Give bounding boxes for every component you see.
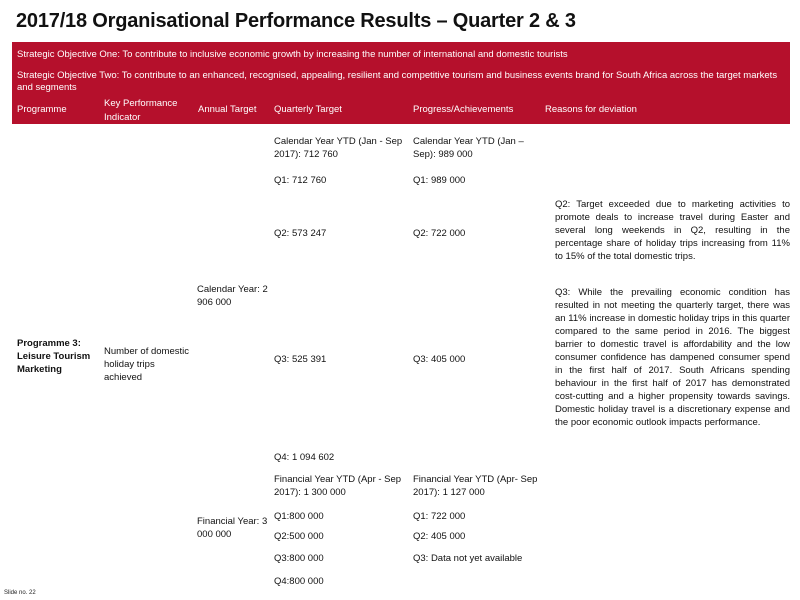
column-annual-target: Annual Target: [198, 104, 257, 115]
column-programme: Programme: [17, 104, 67, 115]
column-quarterly-target: Quarterly Target: [274, 104, 342, 115]
quarterly-q4: Q4: 1 094 602: [274, 452, 335, 463]
progress-q1: Q1: 989 000: [413, 175, 466, 186]
quarterly-fq4: Q4:800 000: [274, 576, 324, 587]
quarterly-financial-ytd: Financial Year YTD (Apr - Sep 2017): 1 300 000: [274, 474, 402, 498]
strategic-objective-one: [12, 42, 790, 67]
progress-q3: Q3: 405 000: [413, 354, 466, 365]
quarterly-fq2: Q2:500 000: [274, 531, 324, 542]
programme-cell: Programme 3: Leisure Tourism Marketing: [17, 338, 91, 375]
column-progress: Progress/Achievements: [413, 104, 514, 115]
reason-q2: Q2: Target exceeded due to marketing activities to promote deals to increase travel during Easter and several long weekends in Q2, resulting in the percentage share of holiday trips increasing from 11% to 15% of the total domestic trips.: [555, 199, 790, 262]
quarterly-q1: Q1: 712 760: [274, 175, 327, 186]
page-title: 2017/18 Organisational Performance Results – Quarter 2 & 3: [16, 10, 576, 32]
quarterly-fq3: Q3:800 000: [274, 553, 324, 564]
progress-financial-ytd: Financial Year YTD (Apr- Sep 2017): 1 127 000: [413, 474, 538, 498]
progress-fq1: Q1: 722 000: [413, 511, 466, 522]
quarterly-calendar-ytd: Calendar Year YTD (Jan - Sep 2017): 712 760: [274, 136, 403, 160]
strategic-objective-two: [12, 66, 790, 96]
annual-target-calendar: Calendar Year: 2 906 000: [197, 284, 268, 308]
kpi-cell: Number of domestic holiday trips achieved: [104, 346, 190, 383]
table-header: [12, 96, 790, 124]
column-kpi: Key Performance Indicator: [104, 98, 178, 123]
progress-q2: Q2: 722 000: [413, 228, 466, 239]
objective-two-text: Strategic Objective Two: To contribute to an enhanced, recognised, appealing, resilient and competitive tourism and business events brand for South Africa across the target markets and segments: [17, 70, 778, 93]
objective-one-text: Strategic Objective One: To contribute to inclusive economic growth by increasing the number of international and domestic tourists: [17, 49, 568, 60]
slide-number: Slide no. 22: [4, 590, 36, 596]
column-reasons: Reasons for deviation: [545, 104, 637, 115]
annual-target-financial: Financial Year: 3 000 000: [197, 516, 268, 540]
progress-fq2: Q2: 405 000: [413, 531, 466, 542]
progress-calendar-ytd: Calendar Year YTD (Jan – Sep): 989 000: [413, 136, 524, 160]
quarterly-q2: Q2: 573 247: [274, 228, 327, 239]
quarterly-fq1: Q1:800 000: [274, 511, 324, 522]
quarterly-q3: Q3: 525 391: [274, 354, 327, 365]
progress-fq3: Q3: Data not yet available: [413, 553, 523, 564]
reason-q3: Q3: While the prevailing economic condition has resulted in not meeting the quarterly target, there was an 11% increase in domestic holiday trips in this quarter compared to the same period in 2016. The biggest barrier to domestic travel is affordability and the low consumer confidence has dampened consumer spend in the first half of 2017. South Africans spending behaviour in the first half of 2017 has demonstrated cost-cutting and a higher propensity towards savings. Domestic holiday travel is a discretionary expense and the poor economic outlook impacts performance.: [555, 287, 790, 428]
